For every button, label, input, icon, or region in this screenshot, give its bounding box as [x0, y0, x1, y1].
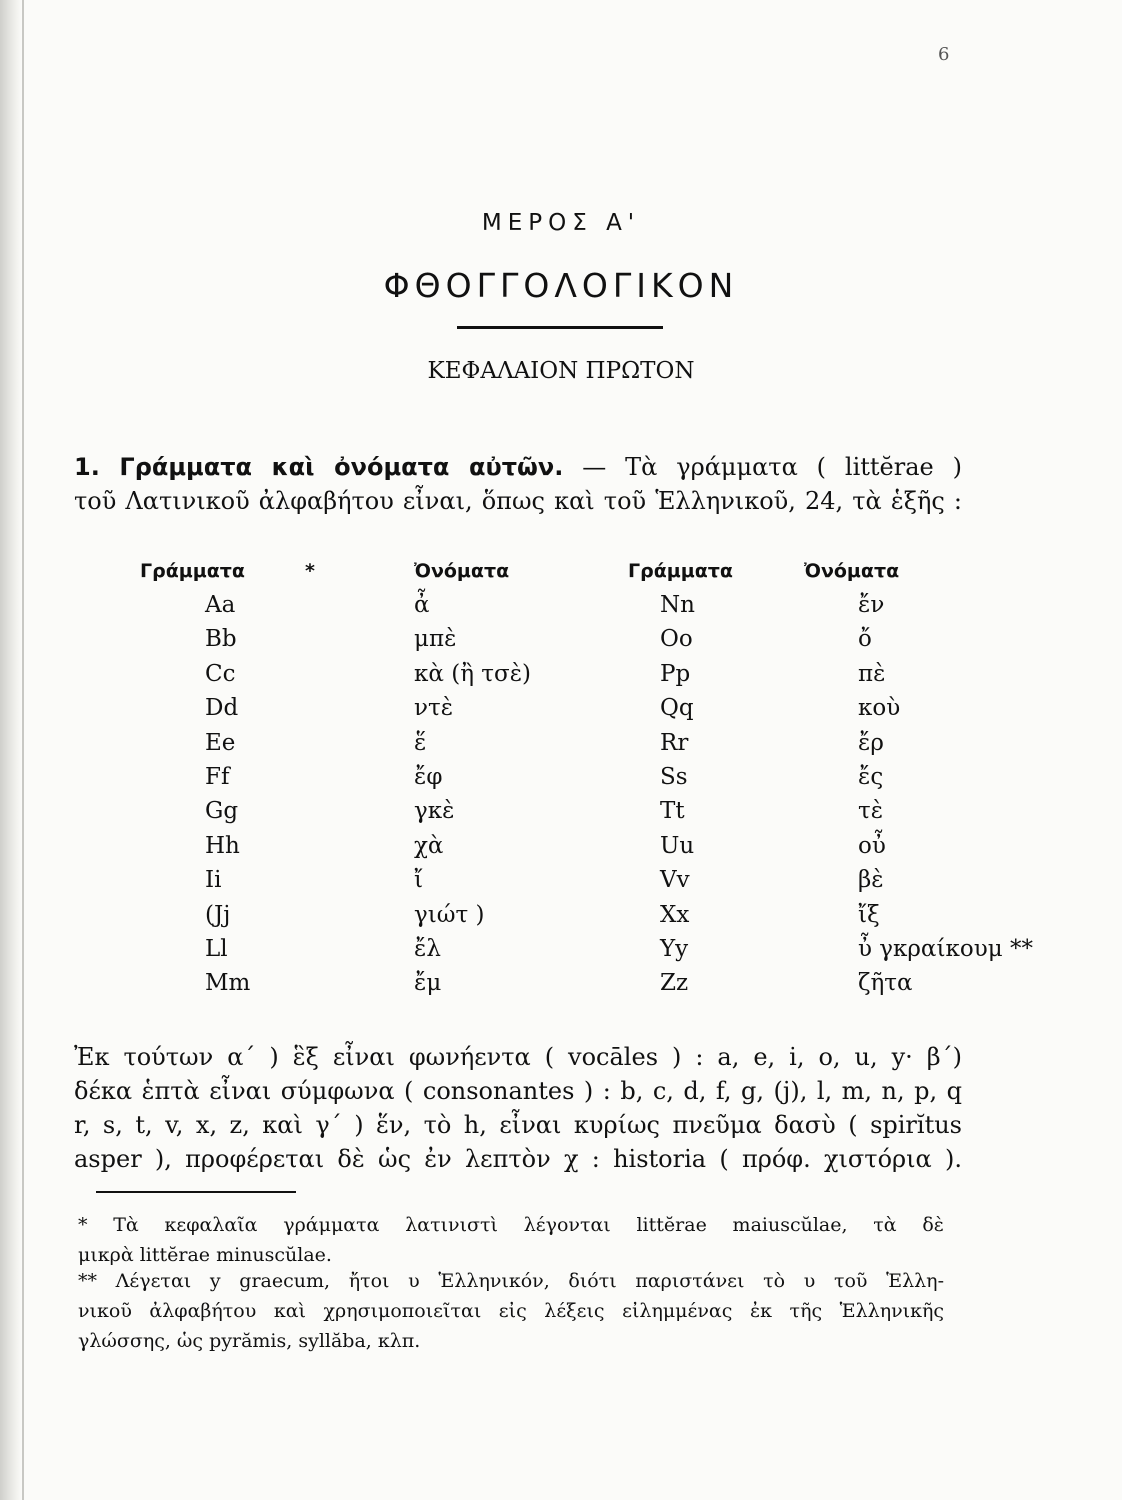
intro-line-1	[74, 450, 962, 484]
table-letter-name: ἔφ	[414, 764, 443, 790]
intro-paragraph	[74, 450, 962, 518]
table-letter: Ee	[205, 730, 236, 756]
table-letter: Cc	[205, 661, 236, 687]
table-letter-name: βὲ	[858, 867, 884, 893]
table-letter: Vv	[660, 867, 690, 893]
vowels-line: δέκα ἑπτὰ εἶναι σύμφωνα ( consonantes ) : b, c, d, f, g, (j), l, m, n, p, q	[74, 1077, 962, 1105]
footnote-line: ** Λέγεται y graecum, ἤτοι υ Ἑλληνικόν, διότι παριστάνει τὸ υ τοῦ Ἑλλη-	[78, 1270, 944, 1292]
table-letter-name: ἔμ	[414, 970, 442, 996]
table-letter-name: ντὲ	[414, 695, 454, 721]
table-letter: Uu	[660, 833, 695, 859]
table-letter: Nn	[660, 592, 695, 618]
table-letter: Yy	[660, 936, 689, 962]
table-letter-name: ἴξ	[858, 902, 880, 928]
left-letters-header: Γράμματα	[140, 560, 245, 582]
table-letter-name: ἔς	[858, 764, 884, 790]
table-letter-name: ὄ	[858, 626, 872, 652]
table-letter: Qq	[660, 695, 694, 721]
table-letter-name: ἔλ	[414, 936, 441, 962]
table-letter-name: κοὺ	[858, 695, 901, 721]
table-letter: Aa	[205, 592, 236, 618]
vowels-line: Ἐκ τούτων α΄ ) ἓξ εἶναι φωνήεντα ( vocāles ) : a, e, i, o, u, y· β΄)	[74, 1043, 962, 1071]
footnote-2	[78, 1266, 944, 1356]
table-letter-name: ἔρ	[858, 730, 884, 756]
right-names-header: Ὀνόματα	[804, 560, 900, 582]
table-letter-name: ζῆτα	[858, 970, 913, 996]
footnote-1	[78, 1210, 944, 1270]
table-letter-name: ὖ γκραίκουμ **	[858, 936, 1033, 962]
table-letter: Mm	[205, 970, 251, 996]
table-letter-name: γιώτ )	[414, 902, 485, 928]
table-letter: Ss	[660, 764, 688, 790]
title-rule	[457, 326, 663, 329]
vowels-line: asper ), προφέρεται δὲ ὡς ἐν λεπτὸν χ : historia ( πρόφ. χιστόρια ).	[74, 1145, 962, 1173]
table-letter-name: ἔν	[858, 592, 885, 618]
table-letter-name: οὖ	[858, 833, 886, 859]
table-letter: Tt	[660, 798, 685, 824]
table-letter-name: μπὲ	[414, 626, 457, 652]
table-letter: Pp	[660, 661, 691, 687]
page-number: 6	[938, 44, 950, 65]
table-letter: Zz	[660, 970, 689, 996]
vowels-paragraph	[74, 1040, 962, 1176]
table-letter-name: ἆ	[414, 592, 430, 618]
table-letter: Gg	[205, 798, 239, 824]
table-letter: Rr	[660, 730, 689, 756]
intro-line-2: τοῦ Λατινικοῦ ἀλφαβήτου εἶναι, ὅπως καὶ τοῦ Ἑλληνικοῦ, 24, τὰ ἑξῆς :	[74, 487, 962, 515]
table-letter: Dd	[205, 695, 239, 721]
right-letters-header: Γράμματα	[628, 560, 733, 582]
table-letter-name: χὰ	[414, 833, 444, 859]
footnote-line: * Τὰ κεφαλαῖα γράμματα λατινιστὶ λέγονται littĕrae maiuscŭlae, τὰ δὲ	[78, 1214, 944, 1236]
table-letter-name: κὰ (ἢ τσὲ)	[414, 661, 532, 687]
table-letter: Bb	[205, 626, 237, 652]
footnote-line: γλώσσης, ὡς pyrămis, syllăba, κλπ.	[78, 1330, 421, 1352]
section-title: ΦΘΟΓΓΟΛΟΓΙΚΟΝ	[383, 266, 739, 305]
table-letter: Ff	[205, 764, 230, 790]
star-marker: *	[305, 560, 315, 582]
chapter-title: ΚΕΦΑΛΑΙΟΝ ΠΡΩΤΟΝ	[427, 358, 695, 384]
footnote-line: μικρὰ littĕrae minuscŭlae.	[78, 1244, 332, 1266]
intro-line-1-rest: — Τὰ γράμματα ( littĕrae )	[563, 453, 962, 481]
table-letter-name: πὲ	[858, 661, 886, 687]
table-letter-name: ἴ	[414, 867, 424, 893]
table-letter-name: τὲ	[858, 798, 884, 824]
footnote-rule	[96, 1191, 296, 1193]
table-letter: Ii	[205, 867, 222, 893]
table-letter: Ll	[205, 936, 228, 962]
table-letter: (Jj	[205, 902, 231, 928]
table-letter-name: γκὲ	[414, 798, 455, 824]
table-letter-name: ἕ	[414, 730, 427, 756]
part-title: ΜΕΡΟΣ Α'	[481, 210, 641, 236]
intro-heading: 1. Γράμματα καὶ ὀνόματα αὐτῶν.	[74, 453, 564, 481]
table-letter: Hh	[205, 833, 240, 859]
left-names-header: Ὀνόματα	[414, 560, 510, 582]
table-letter: Xx	[660, 902, 690, 928]
vowels-line: r, s, t, v, x, z, καὶ γ΄ ) ἕν, τὸ h, εἶναι κυρίως πνεῦμα δασὺ ( spirĭtus	[74, 1111, 962, 1139]
table-letter: Oo	[660, 626, 693, 652]
footnote-line: νικοῦ ἀλφαβήτου καὶ χρησιμοποιεῖται εἰς λέξεις εἰλημμένας ἐκ τῆς Ἑλληνικῆς	[78, 1300, 944, 1322]
